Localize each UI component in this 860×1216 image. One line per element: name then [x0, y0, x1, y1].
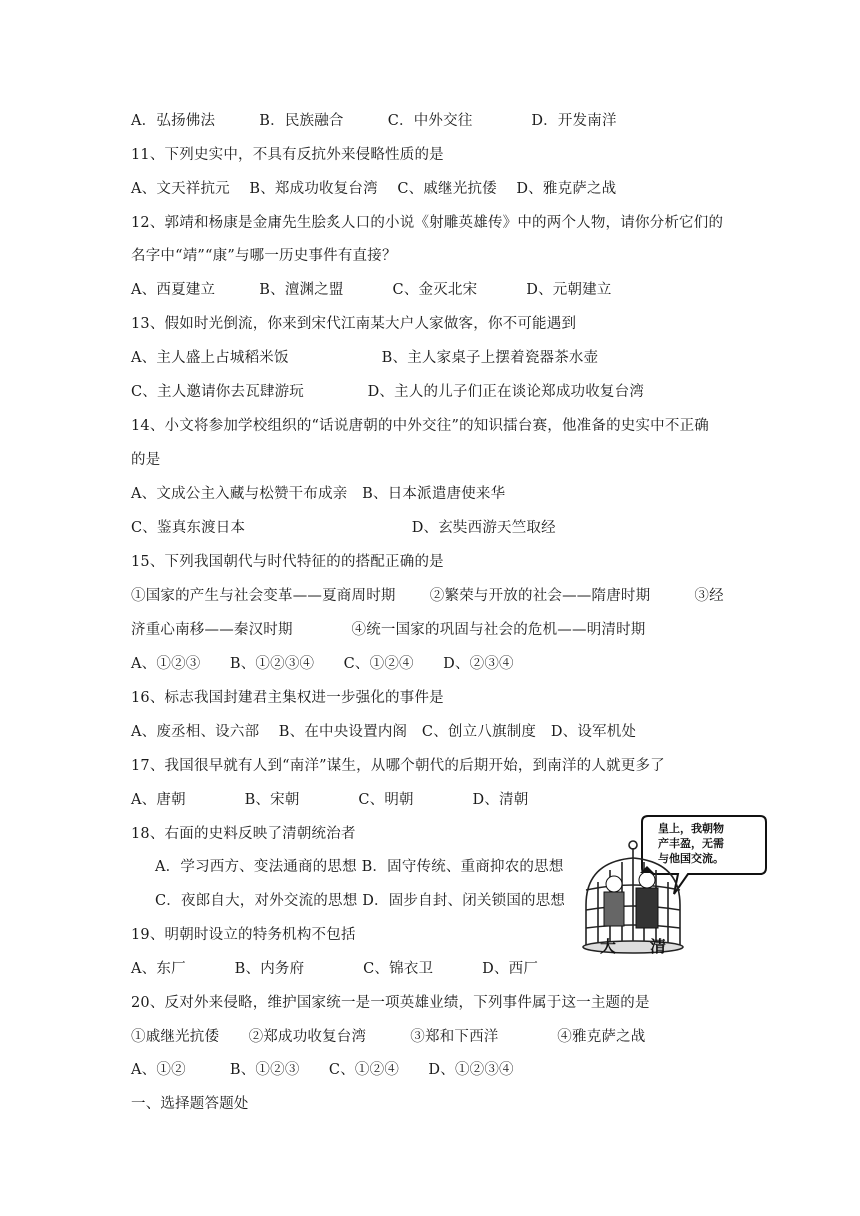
- question-15-items-cont: 济重心南移——秦汉时期 ④统一国家的巩固与社会的危机——明清时期: [131, 622, 646, 638]
- question-15-items: ①国家的产生与社会变革——夏商周时期 ②繁荣与开放的社会——隋唐时期 ③经: [131, 588, 724, 604]
- question-13-stem: 13、假如时光倒流，你来到宋代江南某大户人家做客，你不可能遇到: [131, 316, 577, 332]
- question-11-stem: 11、下列史实中，不具有反抗外来侵略性质的是: [131, 147, 444, 163]
- question-14-options-ab: A、文成公主入藏与松赞干布成亲 B、日本派遣唐使来华: [131, 486, 506, 502]
- question-15-options: A、①②③ B、①②③④ C、①②④ D、②③④: [131, 656, 514, 672]
- question-20-items: ①戚继光抗倭 ②郑成功收复台湾 ③郑和下西洋 ④雅克萨之战: [131, 1029, 646, 1045]
- question-14-stem-cont: 的是: [131, 452, 161, 468]
- cage-label-left: 大: [600, 937, 617, 956]
- question-18-options-cd: C．夜郎自大，对外交流的思想 D．固步自封、闭关锁国的思想: [155, 893, 566, 909]
- question-13-options-cd: C、主人邀请你去瓦肆游玩 D、主人的儿子们正在谈论郑成功收复台湾: [131, 384, 645, 400]
- speech-bubble-text-3: 与他国交流。: [658, 852, 724, 865]
- question-17-stem: 17、我国很早就有人到“南洋”谋生，从哪个朝代的后期开始，到南洋的人就更多了: [131, 758, 665, 774]
- question-13-options-ab: A、主人盛上占城稻米饭 B、主人家桌子上摆着瓷器茶水壶: [131, 350, 599, 366]
- speech-bubble-text-1: 皇上，我朝物: [658, 822, 724, 835]
- figures-in-cage: [604, 866, 658, 928]
- question-19-options: A、东厂 B、内务府 C、锦衣卫 D、西厂: [131, 961, 539, 977]
- question-18-stem: 18、右面的史料反映了清朝统治者: [131, 826, 356, 842]
- question-19-stem: 19、明朝时设立的特务机构不包括: [131, 927, 356, 943]
- question-12-stem: 12、郭靖和杨康是金庸先生脍炙人口的小说《射雕英雄传》中的两个人物，请你分析它们的: [131, 215, 724, 231]
- answer-section-heading: 一、选择题答题处: [131, 1096, 249, 1112]
- question-20-stem: 20、反对外来侵略，维护国家统一是一项英雄业绩，下列事件属于这一主题的是: [131, 995, 650, 1011]
- question-11-options: A、文天祥抗元 B、郑成功收复台湾 C、戚继光抗倭 D、雅克萨之战: [131, 181, 617, 197]
- question-14-stem: 14、小文将参加学校组织的“话说唐朝的中外交往”的知识擂台赛，他准备的史实中不正确: [131, 418, 709, 434]
- question-20-options: A、①② B、①②③ C、①②④ D、①②③④: [131, 1062, 514, 1078]
- cartoon-illustration: [578, 810, 768, 960]
- question-18-options-ab: A．学习西方、变法通商的思想 B．固守传统、重商抑农的思想: [155, 859, 564, 875]
- question-12-stem-cont: 名字中“靖”“康”与哪一历史事件有直接？: [131, 248, 397, 264]
- question-16-options: A、废丞相、设六部 B、在中央设置内阁 C、创立八旗制度 D、设军机处: [131, 724, 637, 740]
- cage-label-right: 清: [650, 937, 667, 956]
- question-16-stem: 16、标志我国封建君主集权进一步强化的事件是: [131, 690, 444, 706]
- question-14-options-cd: C、鉴真东渡日本 D、玄奘西游天竺取经: [131, 520, 556, 536]
- text-line: A．弘扬佛法 B．民族融合 C．中外交往 D．开发南洋: [131, 113, 617, 129]
- question-17-options: A、唐朝 B、宋朝 C、明朝 D、清朝: [131, 792, 529, 808]
- speech-bubble-text-2: 产丰盈，无需: [658, 837, 724, 850]
- question-12-options: A、西夏建立 B、澶渊之盟 C、金灭北宋 D、元朝建立: [131, 282, 612, 298]
- question-15-stem: 15、下列我国朝代与时代特征的的搭配正确的是: [131, 554, 444, 570]
